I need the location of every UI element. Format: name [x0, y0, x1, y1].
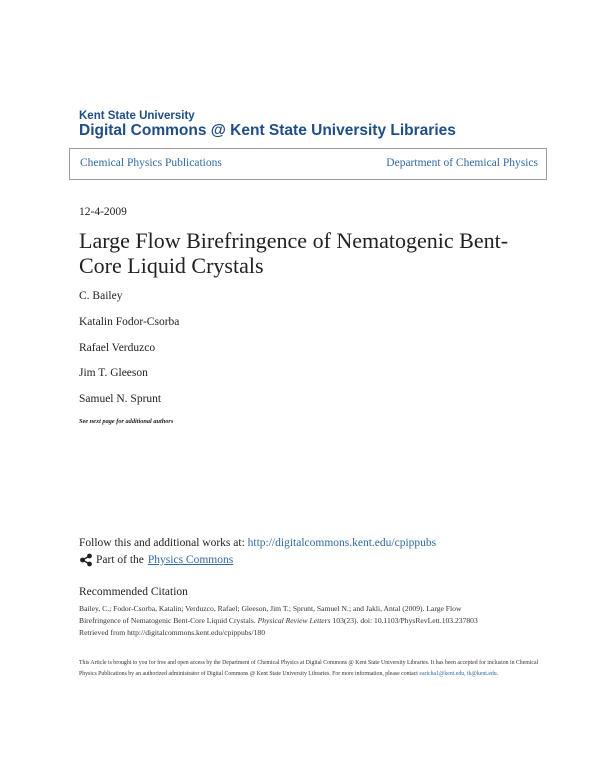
- share-network-icon: [79, 553, 93, 567]
- publication-date: 12-4-2009: [79, 206, 127, 218]
- contact-email-link[interactable]: earicha1@kent.edu, tk@kent.edu: [419, 671, 497, 678]
- citation-line: Retrieved from http://digitalcommons.kent.edu/cpippubs/180: [79, 628, 266, 637]
- author-name: Rafael Verduzco: [79, 342, 156, 354]
- nav-right-border: [546, 148, 547, 180]
- citation-line: [79, 615, 529, 627]
- citation-line: Bailey, C.; Fodor-Csorba, Katalin; Verduzco, Rafael; Gleeson, Jim T.; Sprunt, Samuel N.; and Jakli, Antal (2009). Large Flow: [79, 604, 462, 613]
- citation-journal: Physical Review Letters: [257, 616, 331, 625]
- university-name: Kent State University: [79, 110, 195, 122]
- collection-url-link[interactable]: http://digitalcommons.kent.edu/cpippubs: [247, 537, 437, 549]
- part-of-text: Part of the: [96, 554, 144, 566]
- department-link[interactable]: Department of Chemical Physics: [386, 157, 538, 169]
- physics-commons-link[interactable]: Physics Commons: [147, 554, 234, 566]
- nav-bottom-divider: [69, 179, 547, 180]
- citation-text: [79, 603, 529, 639]
- footer-text: This Article is brought to you for free and open access by the Department of Chemical Physics at Digital Commons @ Kent State University Libraries. It has been accepted for inclusion in Chemical Physics Publications by an authorized administrator of Digital Commons @ Kent State University Libraries. For more information, please contact: [79, 660, 539, 678]
- recommended-citation-heading: Recommended Citation: [79, 586, 188, 598]
- citation-doi-segment: 103(23). doi: 10.1103/PhysRevLett.103.237803: [332, 616, 478, 625]
- part-of-line: [79, 553, 233, 567]
- author-name: Jim T. Gleeson: [79, 367, 148, 379]
- follow-text: Follow this and additional works at:: [79, 537, 248, 549]
- footer-notice: [79, 658, 539, 680]
- nav-left-border: [69, 148, 70, 180]
- author-name: Katalin Fodor-Csorba: [79, 316, 180, 328]
- additional-authors-note: See next page for additional authors: [79, 418, 174, 425]
- repository-title[interactable]: Digital Commons @ Kent State University Libraries: [79, 122, 456, 139]
- follow-line: [79, 537, 436, 549]
- citation-title-segment: Birefringence of Nematogenic Bent-Core Liquid Crystals.: [79, 616, 256, 625]
- author-name: Samuel N. Sprunt: [79, 393, 162, 405]
- author-name: C. Bailey: [79, 290, 123, 302]
- collection-link[interactable]: Chemical Physics Publications: [80, 157, 222, 169]
- footer-end: .: [496, 671, 499, 678]
- article-title: Large Flow Birefringence of Nematogenic Bent-Core Liquid Crystals: [79, 228, 509, 278]
- nav-top-divider: [69, 148, 547, 149]
